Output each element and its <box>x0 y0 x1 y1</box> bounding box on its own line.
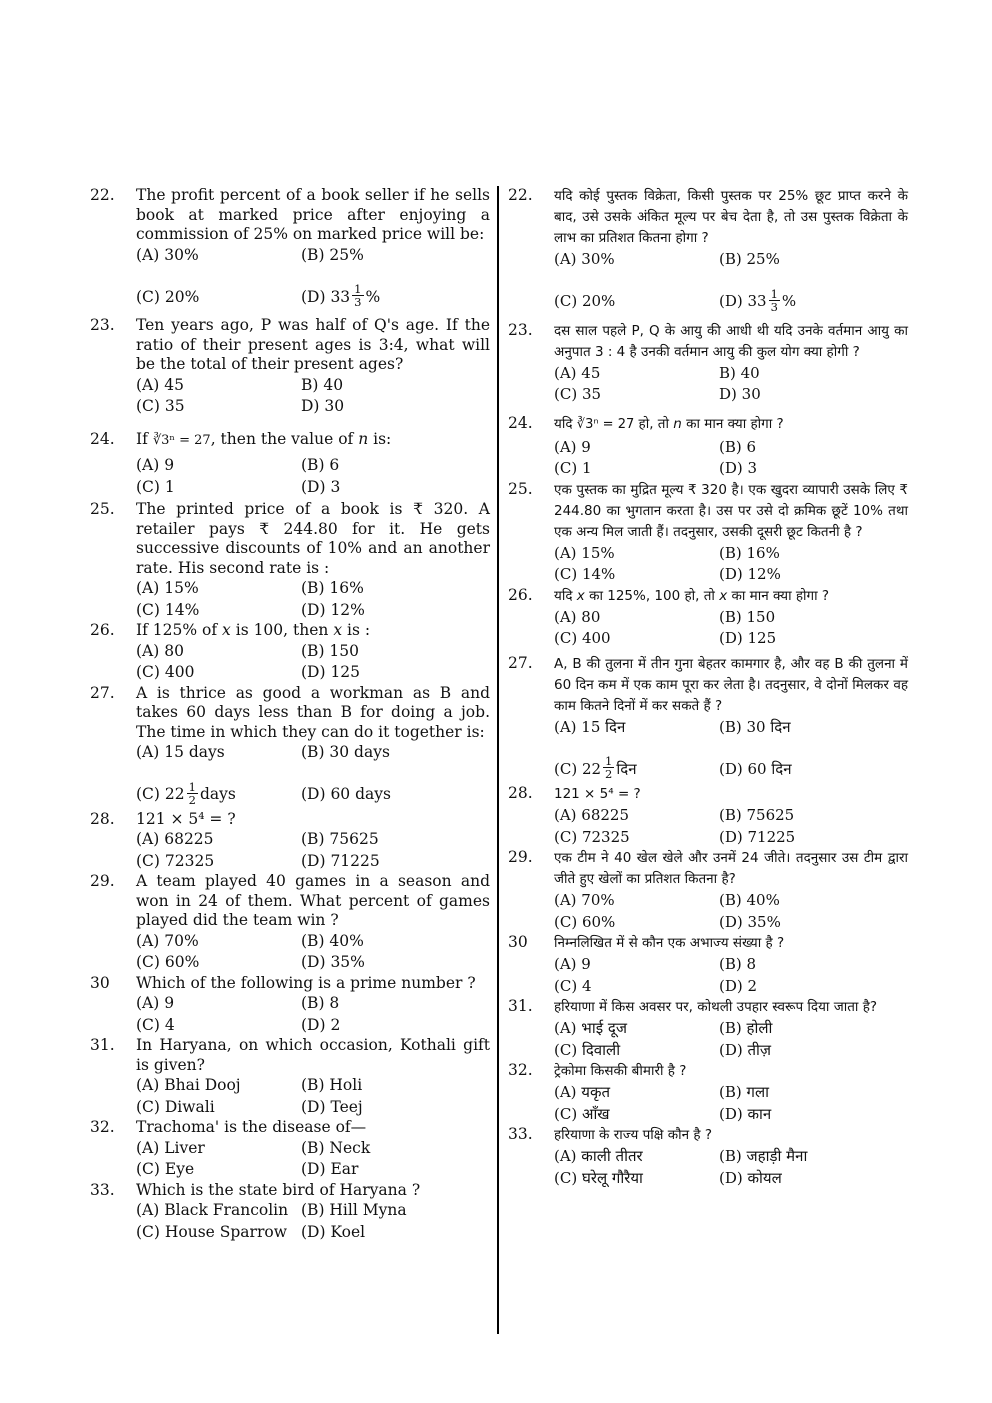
options <box>554 249 908 313</box>
question-number: 27. <box>508 653 533 672</box>
option-b: (B) 40% <box>301 931 364 950</box>
question-number: 25. <box>508 479 533 498</box>
option-c: (C) 1 <box>554 459 592 477</box>
question-text: एक टीम ने 40 खेल खेले और उनमें 24 जीते। तदनुसार उस टीम द्वारा जीते हुए खेलों का प्रतिशत कितना है? <box>554 850 908 887</box>
hindi-column <box>506 186 908 1189</box>
column-divider <box>497 186 499 1334</box>
question-number: 23. <box>508 320 533 339</box>
option-d: (D) 35% <box>719 912 781 931</box>
option-d: (D) 2 <box>719 976 758 995</box>
option-a: (A) 30% <box>136 245 199 264</box>
question-24 <box>88 430 490 499</box>
question-23 <box>506 321 908 406</box>
question-number: 26. <box>508 585 533 604</box>
question-text: दस साल पहले P, Q के आयु की आधी थी यदि उनके वर्तमान आयु का अनुपात 3 : 4 है उनकी वर्तमान आयु की कुल योग क्या होगी ? <box>554 322 908 360</box>
question-text: निम्नलिखित में से कौन एक अभाज्य संख्या है ? <box>554 935 785 951</box>
question-number: 29. <box>90 872 115 890</box>
option-d: D) 30 <box>719 385 761 403</box>
question-31 <box>88 1036 490 1118</box>
option-b: (B) 25% <box>719 250 780 268</box>
option-a: (A) Bhai Dooj <box>136 1076 241 1094</box>
option-c: (C) घरेलू गौरैया <box>554 1168 643 1187</box>
option-a: (A) 70% <box>554 891 615 909</box>
option-c: (C) 400 <box>136 663 195 681</box>
option-d: (D) 2 <box>301 1015 341 1034</box>
question-29 <box>88 872 490 974</box>
option-c: (C) 35 <box>554 385 602 403</box>
options <box>136 375 490 418</box>
option-c: (C) 72325 <box>554 827 630 846</box>
option-c: (C) Diwali <box>136 1097 215 1116</box>
question-text: The printed price of a book is ₹ 320. A retailer pays ₹ 244.80 for it. He gets successive discounts of 10% and an another rate. His second rate is : <box>136 500 490 577</box>
option-c: (C) 1 <box>136 477 175 496</box>
option-b: (B) 6 <box>301 456 340 474</box>
option-c: (C) 14% <box>136 600 200 619</box>
option-b: (B) 30 days <box>301 743 390 761</box>
question-number: 32. <box>508 1061 533 1079</box>
question-32 <box>506 1061 908 1125</box>
option-c: (C) House Sparrow <box>136 1222 287 1241</box>
question-28 <box>506 784 908 848</box>
option-c: (C) 14% <box>554 565 616 583</box>
options <box>554 890 908 933</box>
option-c: (C) 4 <box>554 976 592 995</box>
question-number: 33. <box>90 1180 115 1199</box>
option-c: (C) 35 <box>136 397 185 415</box>
question-23 <box>88 316 490 418</box>
question-text: एक पुस्तक का मुद्रित मूल्य ₹ 320 है। एक खुदरा व्यापारी उसके लिए ₹ 244.80 का भुगतान करता है। उस पर उसे दो क्रमिक छूटें 10% तथा एक अन्य मिल जाती हैं। तदनुसार, उसकी दूसरी छूट कितनी है ? <box>554 481 908 540</box>
option-d: (D) 33 $\frac{1}{3}$ % <box>719 286 797 314</box>
option-b: (B) Neck <box>301 1138 371 1157</box>
question-text: A is thrice as good a workman as B and takes 60 days less than B for doing a job. The time in which they can do it together is: <box>136 683 490 741</box>
option-b: (B) 25% <box>301 245 364 264</box>
option-a: (A) 9 <box>136 456 175 474</box>
question-text: A, B की तुलना में तीन गुना बेहतर कामगार है, और वह B की तुलना में 60 दिन कम में एक काम पूरा कर लेता है। तदनुसार, वे दोनों मिलकर वह काम कितने दिनों में कर सकते हैं ? <box>554 655 908 714</box>
fraction: $\frac{1}{2}$ <box>605 754 613 781</box>
options <box>136 993 490 1036</box>
option-a: (A) Black Francolin <box>136 1201 289 1219</box>
question-number: 24. <box>90 429 115 448</box>
option-d: (D) 3 <box>719 459 758 477</box>
options <box>136 931 490 974</box>
options <box>554 954 908 997</box>
question-31 <box>506 997 908 1061</box>
option-c: (C) 72325 <box>136 851 215 870</box>
option-c: (C) 22 $\frac{1}{2}$ days <box>136 779 236 807</box>
option-d: (D) 33 $\frac{1}{3}$ % <box>301 282 381 309</box>
option-b: (B) गला <box>719 1083 769 1101</box>
options <box>554 607 908 650</box>
question-number: 24. <box>508 413 533 432</box>
question-number: 25. <box>90 500 115 518</box>
question-number: 30 <box>508 933 528 951</box>
option-c: (C) आँख <box>554 1104 610 1123</box>
option-d: (D) 12% <box>719 565 781 583</box>
option-b: (B) Holi <box>301 1076 363 1094</box>
option-c: (C) 20% <box>554 292 616 310</box>
options <box>554 363 908 406</box>
options <box>136 1138 490 1181</box>
question-number: 22. <box>90 186 115 204</box>
question-number: 32. <box>90 1118 115 1136</box>
option-a: (A) 15% <box>554 543 615 562</box>
option-b: (B) 40% <box>719 891 780 909</box>
question-number: 23. <box>90 316 115 334</box>
option-a: (A) 68225 <box>136 830 214 848</box>
question-text: यदि कोई पुस्तक विक्रेता, किसी पुस्तक पर 25% छूट प्राप्त करने के बाद, उसे उसके अंकित मूल्य पर बेच देता है, तो उस पुस्तक विक्रेता के लाभ का प्रतिशत कितना होगा ? <box>554 188 908 246</box>
option-b: (B) 16% <box>719 543 780 562</box>
question-number: 30 <box>90 973 110 992</box>
option-a: (A) 15% <box>136 579 199 597</box>
option-d: (D) कोयल <box>719 1168 782 1187</box>
question-number: 31. <box>90 1036 115 1054</box>
question-25 <box>88 500 490 621</box>
option-a: (A) 80 <box>554 607 601 626</box>
option-a: (A) 9 <box>136 994 175 1012</box>
option-d: (D) तीज़ <box>719 1040 772 1059</box>
option-b: (B) 75625 <box>719 806 795 824</box>
option-d: (D) Koel <box>301 1222 366 1241</box>
question-text: Which is the state bird of Haryana ? <box>136 1180 421 1199</box>
options <box>136 578 490 621</box>
option-c: (C) 22 $\frac{1}{2}$ दिन <box>554 754 637 781</box>
options <box>136 742 490 806</box>
option-d: (D) 35% <box>301 953 365 971</box>
option-d: (D) Teej <box>301 1097 363 1116</box>
option-a: (A) 80 <box>136 641 184 660</box>
option-b: (B) 16% <box>301 579 364 597</box>
question-29 <box>506 848 908 933</box>
option-a: (A) Liver <box>136 1138 205 1157</box>
options <box>136 829 490 872</box>
radical-expression: ∛3ⁿ = 27 <box>576 416 635 432</box>
question-number: 31. <box>508 997 533 1015</box>
options <box>554 437 908 480</box>
question-text: 121 × 5⁴ = ? <box>136 809 236 828</box>
question-text: Trachoma' is the disease of— <box>136 1118 367 1136</box>
option-d: (D) कान <box>719 1104 772 1123</box>
option-a: (A) 9 <box>554 955 591 973</box>
question-30 <box>506 933 908 997</box>
option-b: (B) 30 दिन <box>719 717 791 736</box>
option-b: B) 40 <box>719 363 760 382</box>
question-22 <box>88 186 490 308</box>
option-a: (A) 45 <box>136 375 184 394</box>
question-30 <box>88 974 490 1037</box>
question-24 <box>506 414 908 480</box>
question-number: 26. <box>90 621 115 639</box>
option-b: (B) 8 <box>301 994 340 1012</box>
question-text: हरियाणा के राज्य पक्षि कौन है ? <box>554 1127 712 1143</box>
question-text: ट्रेकोमा किसकी बीमारी है ? <box>554 1063 687 1079</box>
question-number: 29. <box>508 848 533 866</box>
question-33 <box>506 1125 908 1189</box>
option-c: (C) 400 <box>554 629 611 647</box>
option-b: B) 40 <box>301 375 344 394</box>
option-a: (A) 68225 <box>554 806 630 824</box>
option-a: (A) काली तीतर <box>554 1147 643 1165</box>
fraction: $\frac{1}{3}$ <box>770 286 778 314</box>
question-33 <box>88 1181 490 1244</box>
options <box>136 1200 490 1243</box>
option-d: D) 30 <box>301 397 345 415</box>
option-a: (A) 30% <box>554 250 615 268</box>
question-22 <box>506 186 908 313</box>
option-a: (A) 45 <box>554 363 601 382</box>
options <box>554 543 908 586</box>
option-b: (B) जहाड़ी मैना <box>719 1147 808 1165</box>
option-d: (D) 71225 <box>719 827 796 846</box>
options <box>136 641 490 684</box>
question-text: If ∛3ⁿ = 27, then the value of n is: <box>136 429 392 448</box>
option-a: (A) 15 days <box>136 743 225 761</box>
options <box>554 1082 908 1125</box>
option-c: (C) 20% <box>136 287 200 306</box>
question-text: In Haryana, on which occasion, Kothali gift is given? <box>136 1036 490 1074</box>
question-26 <box>506 586 908 650</box>
question-text: If 125% of x is 100, then x is : <box>136 621 371 639</box>
question-number: 28. <box>90 809 115 828</box>
option-a: (A) यकृत <box>554 1083 611 1101</box>
option-d: (D) 60 दिन <box>719 759 792 778</box>
options <box>554 1146 908 1189</box>
option-b: (B) होली <box>719 1019 773 1037</box>
option-a: (A) भाई दूज <box>554 1019 627 1037</box>
question-text: A team played 40 games in a season and won in 24 of them. What percent of games played did the team win ? <box>136 872 490 929</box>
option-b: (B) 150 <box>301 641 359 660</box>
options <box>136 1075 490 1118</box>
option-d: (D) 125 <box>301 663 361 681</box>
option-d: (D) 3 <box>301 477 341 496</box>
question-26 <box>88 621 490 684</box>
question-25 <box>506 480 908 586</box>
option-c: (C) 60% <box>136 953 200 971</box>
question-32 <box>88 1118 490 1181</box>
option-a: (A) 15 दिन <box>554 717 626 736</box>
option-d: (D) 125 <box>719 629 777 647</box>
options <box>554 717 908 781</box>
options <box>136 455 490 498</box>
options <box>554 805 908 848</box>
fraction: $\frac{1}{3}$ <box>354 282 362 309</box>
option-d: (D) 71225 <box>301 851 380 870</box>
option-c: (C) Eye <box>136 1160 195 1178</box>
question-27 <box>88 684 490 806</box>
question-text: हरियाणा में किस अवसर पर, कोथली उपहार स्वरूप दिया जाता है? <box>554 999 878 1015</box>
option-d: (D) 12% <box>301 600 365 619</box>
question-28 <box>88 810 490 873</box>
option-b: (B) 6 <box>719 437 757 456</box>
question-27 <box>506 654 908 781</box>
question-text: यदि ∛3ⁿ = 27 हो, तो n का मान क्या होगा ? <box>554 415 784 432</box>
options <box>136 245 490 309</box>
option-d: (D) Ear <box>301 1160 359 1178</box>
option-a: (A) 70% <box>136 931 199 950</box>
question-text: Which of the following is a prime number ? <box>136 973 476 992</box>
option-c: (C) 60% <box>554 912 616 931</box>
option-c: (C) 4 <box>136 1015 175 1034</box>
question-text: Ten years ago, P was half of Q's age. If the ratio of their present ages is 3:4, what will be the total of their present ages? <box>136 316 490 373</box>
option-b: (B) 75625 <box>301 830 379 848</box>
question-number: 28. <box>508 784 533 802</box>
option-a: (A) 9 <box>554 437 591 456</box>
option-b: (B) 8 <box>719 955 757 973</box>
option-d: (D) 60 days <box>301 785 391 803</box>
radical-expression: ∛3ⁿ = 27 <box>152 432 211 448</box>
question-text: The profit percent of a book seller if he sells book at marked price after enjoying a commission of 25% on marked price will be: <box>136 186 490 243</box>
option-b: (B) 150 <box>719 607 776 626</box>
question-text: यदि x का 125%, 100 हो, तो x का मान क्या होगा ? <box>554 587 830 604</box>
options <box>554 1018 908 1061</box>
fraction: $\frac{1}{2}$ <box>188 779 196 807</box>
option-b: (B) Hill Myna <box>301 1201 407 1219</box>
question-text: 121 × 5⁴ = ? <box>554 786 641 802</box>
question-number: 27. <box>90 683 115 702</box>
question-number: 33. <box>508 1125 533 1143</box>
option-c: (C) दिवाली <box>554 1040 621 1059</box>
english-column <box>88 186 490 1243</box>
question-number: 22. <box>508 186 533 204</box>
